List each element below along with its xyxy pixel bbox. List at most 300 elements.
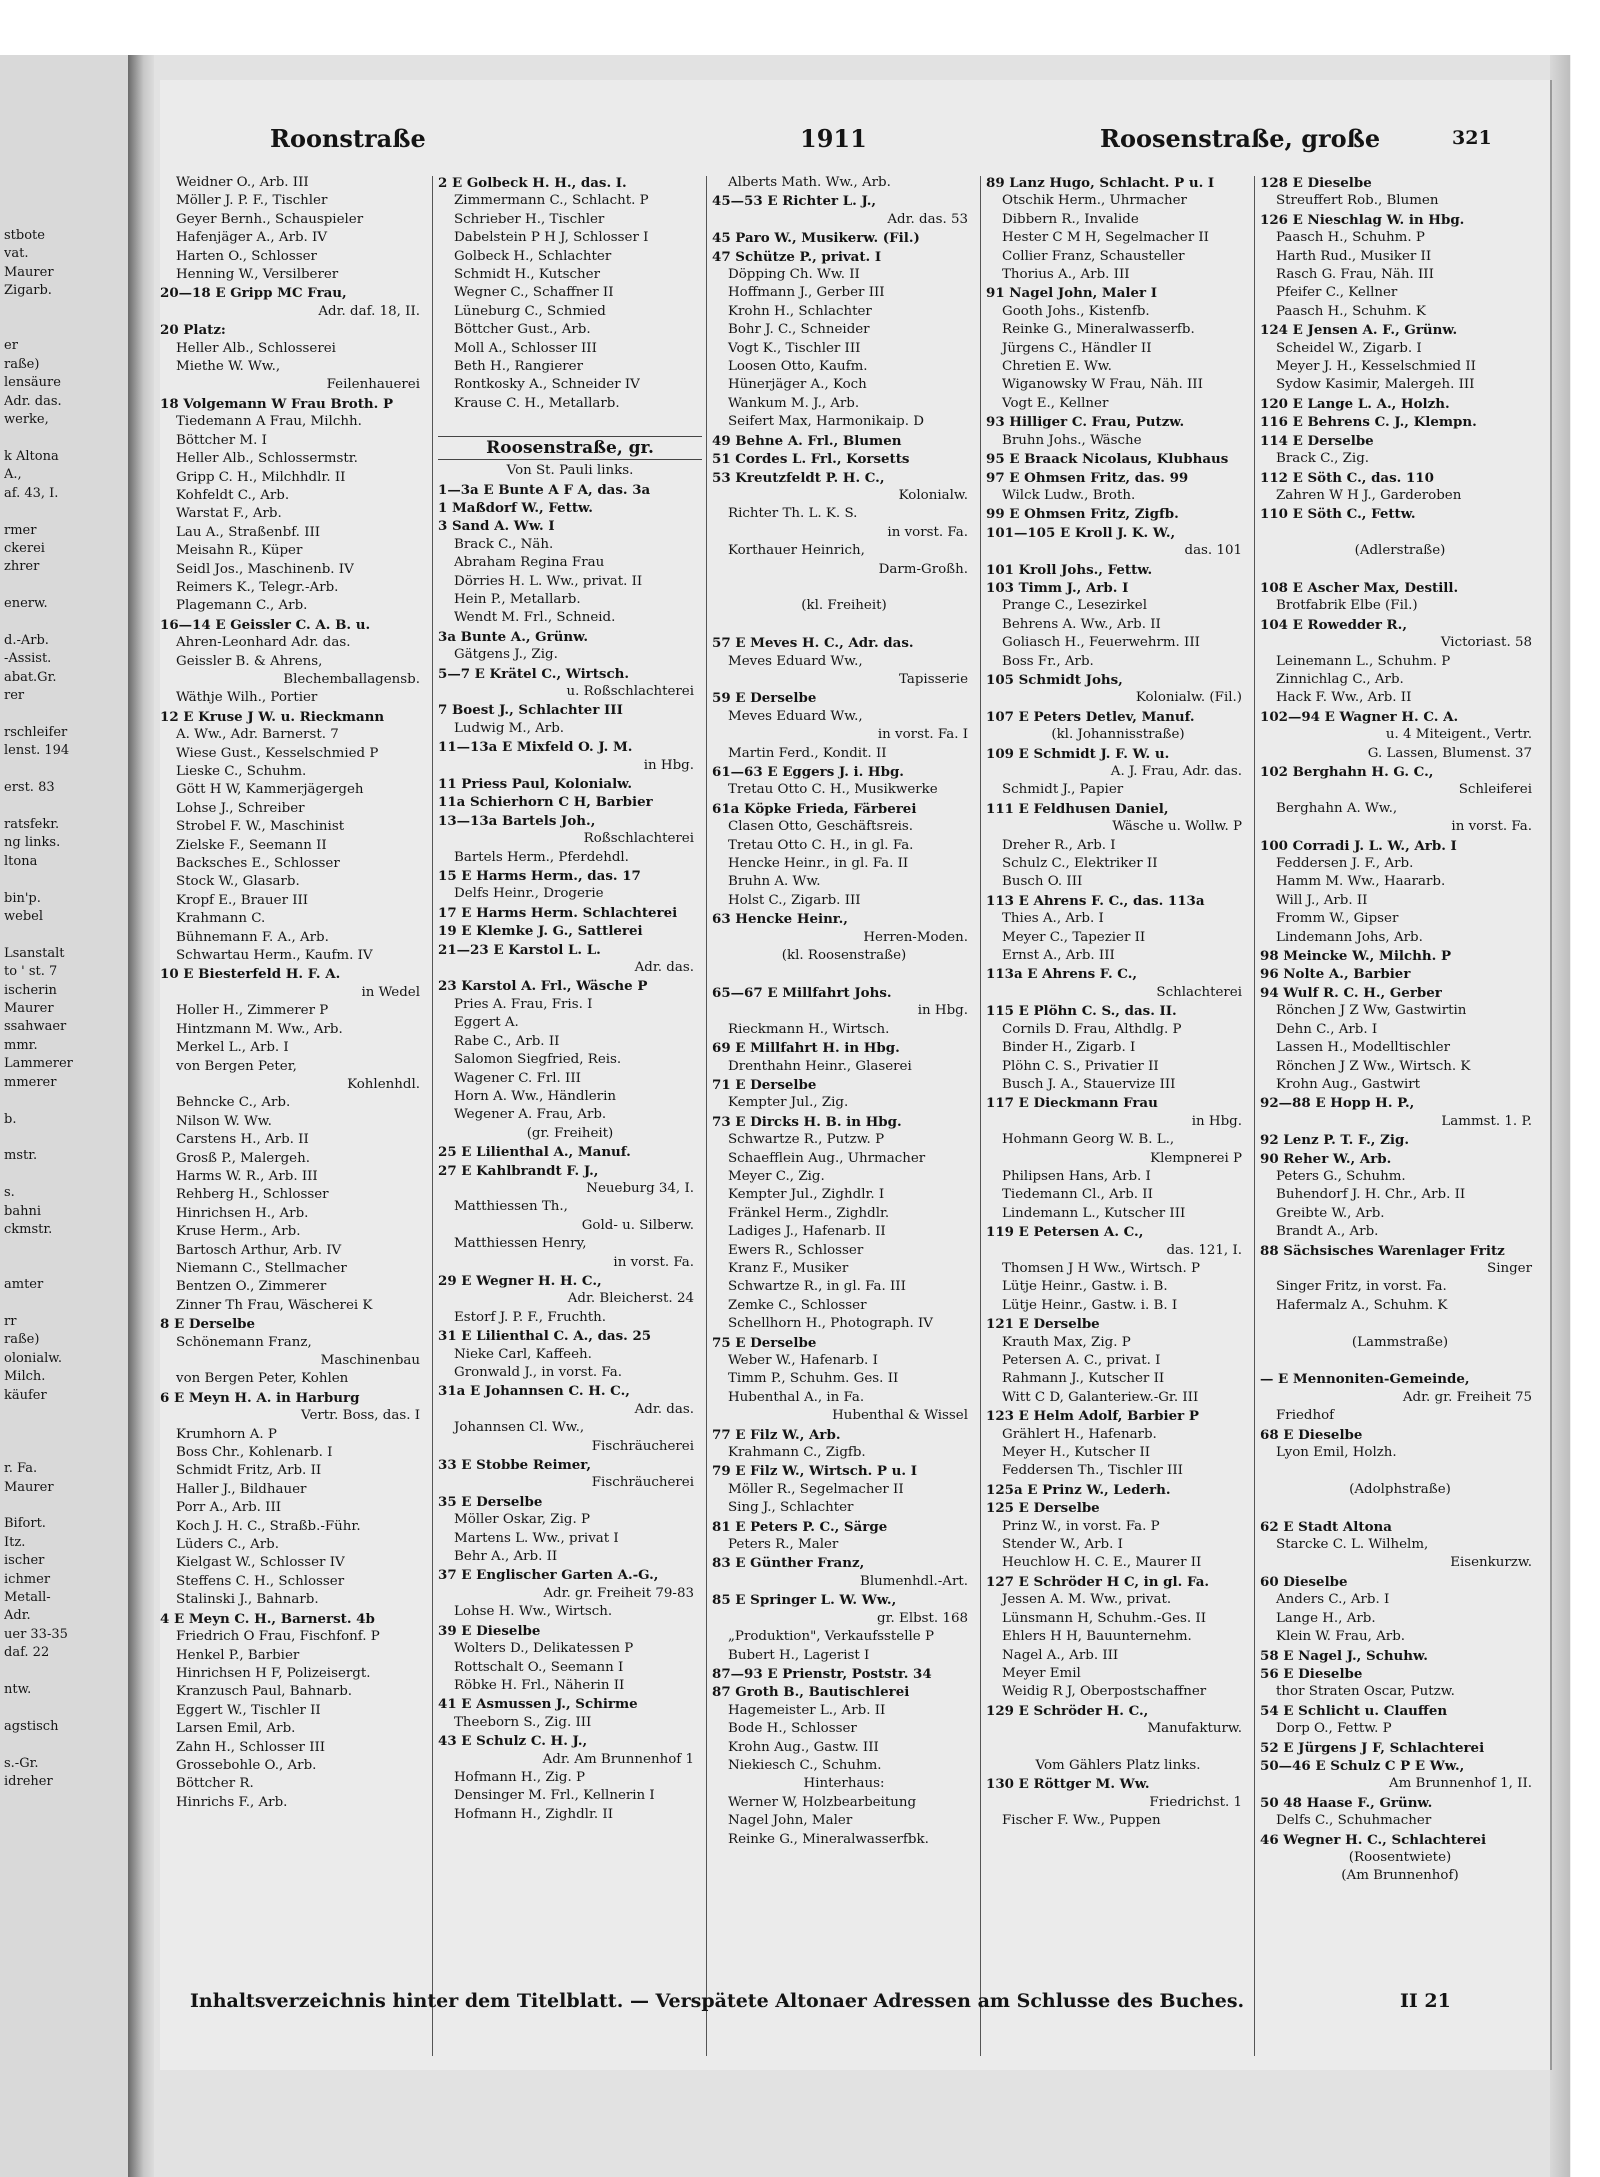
directory-entry: Schulz C., Elektriker II xyxy=(1002,856,1158,872)
directory-entry: Boss Fr., Arb. xyxy=(1002,653,1094,669)
directory-entry: Rasch G. Frau, Näh. III xyxy=(1276,267,1434,283)
directory-entry: 11a Schierhorn C H, Barbier xyxy=(438,794,653,811)
directory-entry: Manufakturw. xyxy=(1147,1721,1242,1737)
directory-entry: 1 Maßdorf W., Fettw. xyxy=(438,499,593,516)
directory-entry: Dörries H. L. Ww., privat. II xyxy=(454,573,643,589)
directory-entry: Niemann C., Stellmacher xyxy=(176,1260,347,1276)
directory-entry: Densinger M. Frl., Kellnerin I xyxy=(454,1788,655,1804)
page-footer xyxy=(190,1990,1490,2012)
directory-entry: Steffens C. H., Schlosser xyxy=(176,1573,345,1589)
left-page-fragment-line xyxy=(4,301,126,319)
directory-entry: Wegner C., Schaffner II xyxy=(454,285,614,301)
directory-entry: Hohmann Georg W. B. L., xyxy=(1002,1132,1175,1148)
directory-entry: Peters G., Schuhm. xyxy=(1276,1168,1406,1184)
left-page-fragment-line xyxy=(4,706,126,724)
directory-entry: 114 E Derselbe xyxy=(1260,432,1374,449)
directory-entry: Vom Gählers Platz links. xyxy=(1035,1757,1201,1773)
directory-entry: 110 E Söth C., Fettw. xyxy=(1260,506,1416,523)
directory-entry: Buhendorf J. H. Chr., Arb. II xyxy=(1276,1187,1466,1203)
left-page-fragment-line xyxy=(4,1810,126,1828)
left-page-fragment-line xyxy=(4,1405,126,1423)
directory-entry: Delfs C., Schuhmacher xyxy=(1276,1813,1432,1829)
directory-entry: Schleiferei xyxy=(1458,782,1532,798)
directory-entry: Brandt A., Arb. xyxy=(1276,1224,1379,1240)
directory-entry: 87 Groth B., Bautischlerei xyxy=(712,1684,910,1701)
directory-entry: Werner W, Holzbearbeitung xyxy=(728,1794,917,1810)
directory-entry: Will J., Arb. II xyxy=(1276,892,1368,908)
directory-entry: 75 E Derselbe xyxy=(712,1334,817,1351)
directory-entry: Gronwald J., in vorst. Fa. xyxy=(454,1365,623,1380)
directory-entry: Möller R., Segelmacher II xyxy=(728,1481,904,1497)
directory-entry: Moll A., Schlosser III xyxy=(454,340,597,356)
directory-entry: Tapisserie xyxy=(898,671,968,687)
left-page-fragment-line: -Assist. xyxy=(4,651,52,667)
directory-entry: Hinrichs F., Arb. xyxy=(176,1794,288,1810)
directory-entry: Vogt K., Tischler III xyxy=(728,340,861,356)
left-page-fragment-line xyxy=(4,1423,126,1441)
footer-note: Inhaltsverzeichnis hinter dem Titelblatt. — Verspätete Altonaer Adressen am Schlusse des Buches. xyxy=(190,1990,1245,2012)
directory-entry: Krohn Aug., Gastwirt xyxy=(1276,1076,1421,1092)
left-page-fragment-line: olonialw. xyxy=(4,1350,62,1366)
directory-entry: Schönemann Franz, xyxy=(176,1334,312,1350)
directory-entry: 115 E Plöhn C. S., das. II. xyxy=(986,1003,1177,1020)
directory-entry: Delfs Heinr., Drogerie xyxy=(454,886,604,902)
left-page-fragment-line: Maurer xyxy=(4,1479,54,1495)
directory-entry: (Roosentwiete) xyxy=(1348,1849,1452,1865)
directory-entry: Wagener C. Frl. III xyxy=(454,1070,581,1086)
directory-entry: Paasch H., Schuhm. P xyxy=(1276,230,1425,246)
directory-entry: Kruse Herm., Arb. xyxy=(176,1224,301,1240)
directory-entry: Matthiessen Henry, xyxy=(454,1236,587,1252)
directory-entry: Adr. das. xyxy=(634,960,694,976)
directory-entry: Behrens A. Ww., Arb. II xyxy=(1002,616,1161,632)
left-page-fragment-line: k Altona xyxy=(4,448,59,464)
directory-entry: 73 E Dircks H. B. in Hbg. xyxy=(712,1113,902,1130)
left-page-fragment-line xyxy=(4,1497,126,1515)
directory-entry: Geyer Bernh., Schauspieler xyxy=(176,211,364,227)
directory-entry: 93 Hilliger C. Frau, Putzw. xyxy=(986,414,1185,431)
directory-entry: Harth Rud., Musiker II xyxy=(1276,248,1432,264)
directory-entry: 107 E Peters Detlev, Manuf. xyxy=(986,708,1195,725)
left-page-fragment-line xyxy=(4,1736,126,1754)
directory-entry: (kl. Freiheit) xyxy=(801,598,887,614)
directory-entry: Fromm W., Gipser xyxy=(1276,911,1399,927)
directory-entry: Meisahn R., Küper xyxy=(176,543,303,559)
directory-entry: 90 Reher W., Arb. xyxy=(1260,1150,1392,1167)
directory-entry: Brack C., Näh. xyxy=(454,536,554,552)
directory-entry: Rabe C., Arb. II xyxy=(454,1033,560,1049)
directory-entry: Meyer H., Kutscher II xyxy=(1002,1445,1151,1461)
left-page-fragment-line: s.-Gr. xyxy=(4,1755,39,1771)
directory-entry: Wäthje Wilh., Portier xyxy=(176,690,318,706)
directory-entry: Kropf E., Brauer III xyxy=(176,892,309,908)
directory-entry: Stender W., Arb. I xyxy=(1002,1537,1123,1553)
directory-entry: Thorius A., Arb. III xyxy=(1002,267,1130,283)
directory-entry: 128 E Dieselbe xyxy=(1260,175,1372,191)
left-page-fragment-line: abat.Gr. xyxy=(4,669,57,685)
directory-entry: Hinrichsen H F, Polizeisergt. xyxy=(176,1665,371,1681)
directory-entry: Hintzmann M. Ww., Arb. xyxy=(176,1021,343,1037)
left-page-text xyxy=(4,227,126,1828)
directory-entry: 2 E Golbeck H. H., das. I. xyxy=(438,175,627,191)
left-page-fragment-line: Lammerer xyxy=(4,1056,73,1072)
directory-entry: Johannsen Cl. Ww., xyxy=(454,1420,585,1436)
directory-entry: Feddersen J. F., Arb. xyxy=(1276,856,1414,872)
left-page-fragment-line: Adr. xyxy=(4,1608,31,1624)
directory-entry: (gr. Freiheit) xyxy=(526,1125,614,1141)
directory-entry: Stock W., Glasarb. xyxy=(176,874,300,890)
directory-entry: 113a E Ahrens F. C., xyxy=(986,966,1138,983)
left-page-fragment-line: mmerer xyxy=(4,1074,57,1090)
directory-entry: Fischräucherei xyxy=(591,1475,694,1491)
directory-entry: A. J. Frau, Adr. das. xyxy=(1110,764,1242,779)
directory-entry: 25 E Lilienthal A., Manuf. xyxy=(438,1144,631,1161)
directory-entry: Bentzen O., Zimmerer xyxy=(176,1279,327,1295)
column-divider xyxy=(980,176,981,2056)
street-section-heading: Roosenstraße, gr. xyxy=(438,436,702,460)
directory-entry: Möller Oskar, Zig. P xyxy=(454,1512,590,1528)
left-page-fragment-line: Adr. das. xyxy=(4,393,62,409)
directory-entry: Zielske F., Seemann II xyxy=(176,837,327,853)
directory-entry: 19 E Klemke J. G., Sattlerei xyxy=(438,923,643,940)
directory-entry: Estorf J. P. F., Fruchth. xyxy=(454,1309,607,1325)
directory-entry: Petersen A. C., privat. I xyxy=(1002,1353,1161,1368)
directory-entry: Hoffmann J., Gerber III xyxy=(728,285,885,301)
directory-entry: Ladiges J., Hafenarb. II xyxy=(728,1224,886,1240)
directory-entry: 96 Nolte A., Barbier xyxy=(1260,966,1411,983)
directory-entry: Henkel P., Barbier xyxy=(176,1647,300,1663)
directory-entry: Gätgens J., Zig. xyxy=(454,647,558,663)
directory-entry: Wiganowsky W Frau, Näh. III xyxy=(1002,377,1203,393)
directory-entry: Clasen Otto, Geschäftsreis. xyxy=(728,819,914,835)
directory-entry: 15 E Harms Herm., das. 17 xyxy=(438,868,641,885)
directory-entry: in Hbg. xyxy=(643,757,694,773)
directory-entry: 92—88 E Hopp H. P., xyxy=(1260,1095,1415,1112)
directory-entry: Hofmann H., Zighdlr. II xyxy=(454,1806,613,1822)
directory-entry xyxy=(712,579,976,597)
directory-entry: Merkel L., Arb. I xyxy=(176,1040,289,1056)
directory-entry: Hagemeister L., Arb. II xyxy=(728,1702,886,1718)
directory-entry: Tretau Otto C. H., Musikwerke xyxy=(728,782,938,798)
directory-entry: 59 E Derselbe xyxy=(712,690,817,707)
directory-entry: Ehlers H H, Bauunternehm. xyxy=(1002,1629,1192,1645)
left-page-fragment-line: rr xyxy=(4,1313,17,1329)
directory-entry: Krahmann C., Zigfb. xyxy=(728,1445,866,1461)
directory-entry: 52 E Jürgens J F, Schlachterei xyxy=(1260,1739,1485,1756)
directory-entry: Thies A., Arb. I xyxy=(1002,911,1104,927)
directory-entry: Wegener A. Frau, Arb. xyxy=(454,1107,607,1123)
directory-entry: 91 Nagel John, Maler I xyxy=(986,285,1157,302)
directory-entry: Feddersen Th., Tischler III xyxy=(1002,1463,1183,1479)
directory-entry: Zinnichlag C., Arb. xyxy=(1276,671,1404,687)
directory-entry: 113 E Ahrens F. C., das. 113a xyxy=(986,892,1205,909)
directory-entry: Krohn H., Schlachter xyxy=(728,303,872,319)
directory-entry: Rönchen J Z Ww, Gastwirtin xyxy=(1276,1003,1467,1019)
directory-entry: Meyer C., Zig. xyxy=(728,1168,825,1184)
directory-entry: Larsen Emil, Arb. xyxy=(176,1721,296,1737)
directory-entry: Peters R., Maler xyxy=(728,1537,839,1553)
directory-entry: Prange C., Lesezirkel xyxy=(1002,598,1147,614)
directory-entry: Sing J., Schlachter xyxy=(728,1500,854,1516)
directory-entry: Grossebohle O., Arb. xyxy=(176,1757,317,1773)
left-page-fragment-line: Maurer xyxy=(4,264,54,280)
directory-entry: 43 E Schulz C. H. J., xyxy=(438,1733,588,1750)
directory-entry: in vorst. Fa. I xyxy=(877,727,968,743)
directory-entry: 112 E Söth C., das. 110 xyxy=(1260,469,1434,486)
left-page-fragment-line: uer 33-35 xyxy=(4,1626,68,1642)
directory-entry: Ewers R., Schlosser xyxy=(728,1242,864,1258)
directory-entry: Lüneburg C., Schmied xyxy=(454,303,606,319)
directory-entry: 13—13a Bartels Joh., xyxy=(438,812,596,829)
directory-entry xyxy=(1260,561,1540,579)
directory-entry: Victoriast. 58 xyxy=(1440,635,1532,651)
directory-entry: Singer Fritz, in vorst. Fa. xyxy=(1276,1279,1447,1295)
left-page-fragment-line: ng links. xyxy=(4,835,61,851)
directory-entry: Dreher R., Arb. I xyxy=(1002,837,1116,853)
directory-entry: Lohse H. Ww., Wirtsch. xyxy=(454,1604,613,1620)
directory-entry: Bartosch Arthur, Arb. IV xyxy=(176,1242,342,1258)
directory-entry: Binder H., Zigarb. I xyxy=(1002,1040,1136,1056)
left-page-fragment-line: idreher xyxy=(4,1774,53,1790)
directory-entry: Korthauer Heinrich, xyxy=(728,543,865,559)
directory-entry: Schmidt Fritz, Arb. II xyxy=(176,1463,322,1479)
directory-entry: Klein W. Frau, Arb. xyxy=(1276,1629,1406,1645)
directory-entry: Feilenhauerei xyxy=(326,377,420,393)
directory-entry: 57 E Meves H. C., Adr. das. xyxy=(712,635,914,652)
directory-entry: 85 E Springer L. W. Ww., xyxy=(712,1592,897,1609)
left-page-fragment-line: ischerin xyxy=(4,982,57,998)
directory-entry: Sydow Kasimir, Malergeh. III xyxy=(1276,377,1475,393)
directory-entry: von Bergen Peter, Kohlen xyxy=(176,1371,349,1387)
directory-entry: Lassen H., Modelltischler xyxy=(1276,1040,1450,1056)
directory-entry: 129 E Schröder H. C., xyxy=(986,1702,1149,1719)
left-page-fragment-line: lenst. 194 xyxy=(4,743,70,759)
directory-entry: 79 E Filz W., Wirtsch. P u. I xyxy=(712,1463,917,1480)
left-page-fragment-line xyxy=(4,1442,126,1460)
directory-entry: Stalinski J., Bahnarb. xyxy=(176,1592,319,1608)
directory-entry: Dorp O., Fettw. P xyxy=(1276,1721,1392,1737)
directory-entry: 27 E Kahlbrandt F. J., xyxy=(438,1162,599,1179)
directory-entry: 45—53 E Richter L. J., xyxy=(712,193,877,210)
directory-entry: Kranzusch Paul, Bahnarb. xyxy=(176,1684,353,1700)
directory-entry: Lange H., Arb. xyxy=(1276,1610,1376,1626)
left-page-fragment-line: Metall- xyxy=(4,1590,51,1606)
directory-entry: (Adolphstraße) xyxy=(1349,1481,1451,1497)
left-page-fragment-line xyxy=(4,1239,126,1257)
directory-entry: Brotfabrik Elbe (Fil.) xyxy=(1276,598,1418,614)
directory-entry: 127 E Schröder H C, in gl. Fa. xyxy=(986,1573,1210,1590)
directory-entry: Wankum M. J., Arb. xyxy=(728,395,860,411)
directory-entry: 51 Cordes L. Frl., Korsetts xyxy=(712,451,910,468)
directory-entry: 3 Sand A. Ww. I xyxy=(438,518,555,535)
left-page-fragment-line: stbote xyxy=(4,228,45,243)
directory-entry: Gött H W, Kammerjägergeh xyxy=(176,782,364,798)
directory-entry: Bruhn Johs., Wäsche xyxy=(1002,432,1142,448)
directory-entry: Reinke G., Mineralwasserfbk. xyxy=(728,1831,929,1847)
directory-entry: 23 Karstol A. Frl., Wäsche P xyxy=(438,978,648,995)
directory-entry: in Hbg. xyxy=(917,1003,968,1019)
directory-entry: Bode H., Schlosser xyxy=(728,1721,857,1737)
directory-entry: Heller Alb., Schlosserei xyxy=(176,340,336,356)
directory-entry: Streuffert Rob., Blumen xyxy=(1276,193,1439,209)
page-number: 321 xyxy=(1452,127,1492,149)
directory-entry: Vertr. Boss, das. I xyxy=(301,1408,420,1424)
left-page-fragment-line xyxy=(4,1129,126,1147)
directory-entry: 10 E Biesterfeld H. F. A. xyxy=(160,966,341,983)
directory-entry: Roßschlachterei xyxy=(583,831,694,847)
directory-entry: Hester C M H, Segelmacher II xyxy=(1002,230,1209,246)
directory-entry: Pries A. Frau, Fris. I xyxy=(454,996,593,1012)
left-page-fragment-line: käufer xyxy=(4,1387,47,1403)
directory-entry: 18 Volgemann W Frau Broth. P xyxy=(160,395,394,412)
directory-entry: 5—7 E Krätel C., Wirtsch. xyxy=(438,665,630,682)
directory-entry: Starcke C. L. Wilhelm, xyxy=(1276,1537,1429,1553)
directory-entry: Tiedemann A Frau, Milchh. xyxy=(176,414,362,430)
directory-entry: in Hbg. xyxy=(1191,1113,1242,1129)
directory-entry: 125 E Derselbe xyxy=(986,1500,1100,1517)
directory-entry: 8 E Derselbe xyxy=(160,1316,256,1333)
directory-entry: Strobel F. W., Maschinist xyxy=(176,819,345,835)
directory-entry: 99 E Ohmsen Fritz, Zigfb. xyxy=(986,506,1179,523)
directory-entry: 50—46 E Schulz C P E Ww., xyxy=(1260,1757,1465,1774)
left-page-fragment-line xyxy=(4,1295,126,1313)
directory-entry: Meves Eduard Ww., xyxy=(728,708,863,724)
directory-entry xyxy=(712,616,976,634)
directory-entry: Lünsmann H, Schuhm.-Ges. II xyxy=(1002,1610,1206,1626)
directory-entry: Krahmann C. xyxy=(176,911,266,927)
directory-entry: Loosen Otto, Kaufm. xyxy=(728,359,868,375)
directory-entry: Zemke C., Schlosser xyxy=(728,1297,867,1313)
directory-entry: Wolters D., Delikatessen P xyxy=(454,1641,634,1657)
left-page-fragment-line: erst. 83 xyxy=(4,780,55,796)
directory-entry: Carstens H., Arb. II xyxy=(176,1132,309,1148)
directory-entry: Niekiesch C., Schuhm. xyxy=(728,1757,882,1773)
directory-entry: 77 E Filz W., Arb. xyxy=(712,1426,841,1443)
directory-entry: 47 Schütze P., privat. I xyxy=(712,248,882,265)
directory-entry: Meyer C., Tapezier II xyxy=(1002,929,1146,945)
directory-entry: 16—14 E Geissler C. A. B. u. xyxy=(160,616,371,633)
directory-entry: Adr. das. 53 xyxy=(887,211,968,227)
directory-entry: Salomon Siegfried, Reis. xyxy=(454,1052,622,1068)
directory-entry: Adr. daf. 18, II. xyxy=(318,303,420,319)
left-page-fragment-line: raße) xyxy=(4,1332,40,1348)
column-1 xyxy=(160,174,428,2054)
left-page-fragment-line: ntw. xyxy=(4,1682,32,1698)
directory-entry: Dehn C., Arb. I xyxy=(1276,1021,1378,1037)
left-page-fragment-line: rer xyxy=(4,688,25,704)
left-page-fragment-line: webel xyxy=(4,909,43,925)
directory-entry: Kielgast W., Schlosser IV xyxy=(176,1555,345,1571)
left-page-fragment-line: Maurer xyxy=(4,1001,54,1017)
directory-entry: in vorst. Fa. xyxy=(1451,819,1532,835)
directory-entry: von Bergen Peter, xyxy=(176,1058,297,1074)
left-page-fragment-line: d.-Arb. xyxy=(4,632,49,648)
directory-entry: 61a Köpke Frieda, Färberei xyxy=(712,800,917,817)
directory-entry: Theeborn S., Zig. III xyxy=(454,1714,592,1730)
directory-entry: Weidig R J, Oberpostschaffner xyxy=(1002,1684,1207,1700)
directory-entry: Lieske C., Schuhm. xyxy=(176,764,307,779)
directory-entry: Drenthahn Heinr., Glaserei xyxy=(728,1058,912,1074)
directory-entry: 20 Platz: xyxy=(160,322,226,339)
directory-entry: Ahren-Leonhard Adr. das. xyxy=(176,635,351,651)
header-year: 1911 xyxy=(800,124,867,153)
left-page-fragment-line xyxy=(4,429,126,447)
directory-entry: Harten O., Schlosser xyxy=(176,248,317,264)
directory-entry: 6 E Meyn H. A. in Harburg xyxy=(160,1389,360,1406)
left-page-fragment-line: amter xyxy=(4,1277,44,1293)
directory-entry: 4 E Meyn C. H., Barnerst. 4b xyxy=(160,1610,375,1627)
left-page-fragment-line: werke, xyxy=(4,412,49,428)
directory-entry: 116 E Behrens C. J., Klempn. xyxy=(1260,414,1477,431)
directory-entry: Blumenhdl.-Art. xyxy=(860,1573,968,1589)
directory-entry: Otschik Herm., Uhrmacher xyxy=(1002,193,1187,209)
directory-entry: 120 E Lange L. A., Holzh. xyxy=(1260,395,1450,412)
directory-entry: Warstat F., Arb. xyxy=(176,506,282,522)
directory-entry: Rahmann J., Kutscher II xyxy=(1002,1371,1165,1387)
directory-entry xyxy=(1260,1352,1540,1370)
directory-entry: Philipsen Hans, Arb. I xyxy=(1002,1168,1151,1184)
directory-entry: 58 E Nagel J., Schuhw. xyxy=(1260,1647,1428,1664)
directory-entry: Prinz W., in vorst. Fa. P xyxy=(1002,1518,1160,1534)
left-page-fragment-line: mmr. xyxy=(4,1037,38,1053)
left-page-fragment-line: rschleifer xyxy=(4,724,68,740)
directory-entry xyxy=(986,1739,1250,1757)
directory-entry: Jürgens C., Händler II xyxy=(1002,340,1152,356)
directory-entry: 103 Timm J., Arb. I xyxy=(986,579,1129,596)
directory-entry: Hamm M. Ww., Haararb. xyxy=(1276,874,1446,890)
directory-entry: 108 E Ascher Max, Destill. xyxy=(1260,579,1459,596)
directory-entry: Wendt M. Frl., Schneid. xyxy=(454,610,616,626)
directory-entry: Rontkosky A., Schneider IV xyxy=(454,377,640,393)
directory-entry: Hein P., Metallarb. xyxy=(454,591,581,607)
directory-entry: Hinrichsen H., Arb. xyxy=(176,1205,309,1221)
directory-entry: 117 E Dieckmann Frau xyxy=(986,1095,1158,1112)
directory-entry: Nagel John, Maler xyxy=(728,1813,853,1829)
directory-entry: Rönchen J Z Ww., Wirtsch. K xyxy=(1276,1058,1471,1074)
directory-entry: Nilson W. Ww. xyxy=(176,1113,272,1129)
directory-entry: 61—63 E Eggers J. i. Hbg. xyxy=(712,764,904,780)
directory-entry: 105 Schmidt Johs, xyxy=(986,671,1123,688)
directory-entry: Zinner Th Frau, Wäscherei K xyxy=(176,1297,373,1313)
directory-entry: Kranz F., Musiker xyxy=(728,1260,849,1276)
directory-entry: 88 Sächsisches Warenlager Fritz xyxy=(1260,1242,1505,1259)
directory-entry: 130 E Röttger M. Ww. xyxy=(986,1776,1150,1793)
directory-entry: Hinterhaus: xyxy=(803,1776,885,1792)
directory-entry: Friedhof xyxy=(1276,1408,1335,1424)
directory-entry: Böttcher R. xyxy=(176,1776,254,1792)
directory-entry: Tretau Otto C. H., in gl. Fa. xyxy=(728,837,914,853)
directory-entry: Von St. Pauli links. xyxy=(506,463,634,479)
directory-entry: Leinemann L., Schuhm. P xyxy=(1276,653,1451,669)
left-page-fragment-line: vat. xyxy=(4,246,29,262)
directory-entry: Timm P., Schuhm. Ges. II xyxy=(728,1371,899,1387)
directory-entry: 81 E Peters P. C., Särge xyxy=(712,1518,888,1535)
left-page-fragment-line: ckmstr. xyxy=(4,1221,53,1237)
directory-entry: Dibbern R., Invalide xyxy=(1002,211,1139,227)
directory-entry: Schmidt J., Papier xyxy=(1002,782,1124,798)
directory-entry: 65—67 E Millfahrt Johs. xyxy=(712,984,892,1001)
directory-entry: 53 Kreutzfeldt P. H. C., xyxy=(712,469,885,486)
directory-entry xyxy=(1260,1499,1540,1517)
left-page-fragment-line xyxy=(4,871,126,889)
left-page-fragment-line: af. 43, I. xyxy=(4,485,59,501)
directory-entry: Maschinenbau xyxy=(320,1353,420,1368)
directory-entry: (Adlerstraße) xyxy=(1354,543,1446,559)
left-page-fragment-line xyxy=(4,1663,126,1681)
left-page-fragment-line: bin'p. xyxy=(4,890,41,906)
directory-entry: Zahn H., Schlosser III xyxy=(176,1739,326,1755)
directory-entry: 31 E Lilienthal C. A., das. 25 xyxy=(438,1328,652,1345)
